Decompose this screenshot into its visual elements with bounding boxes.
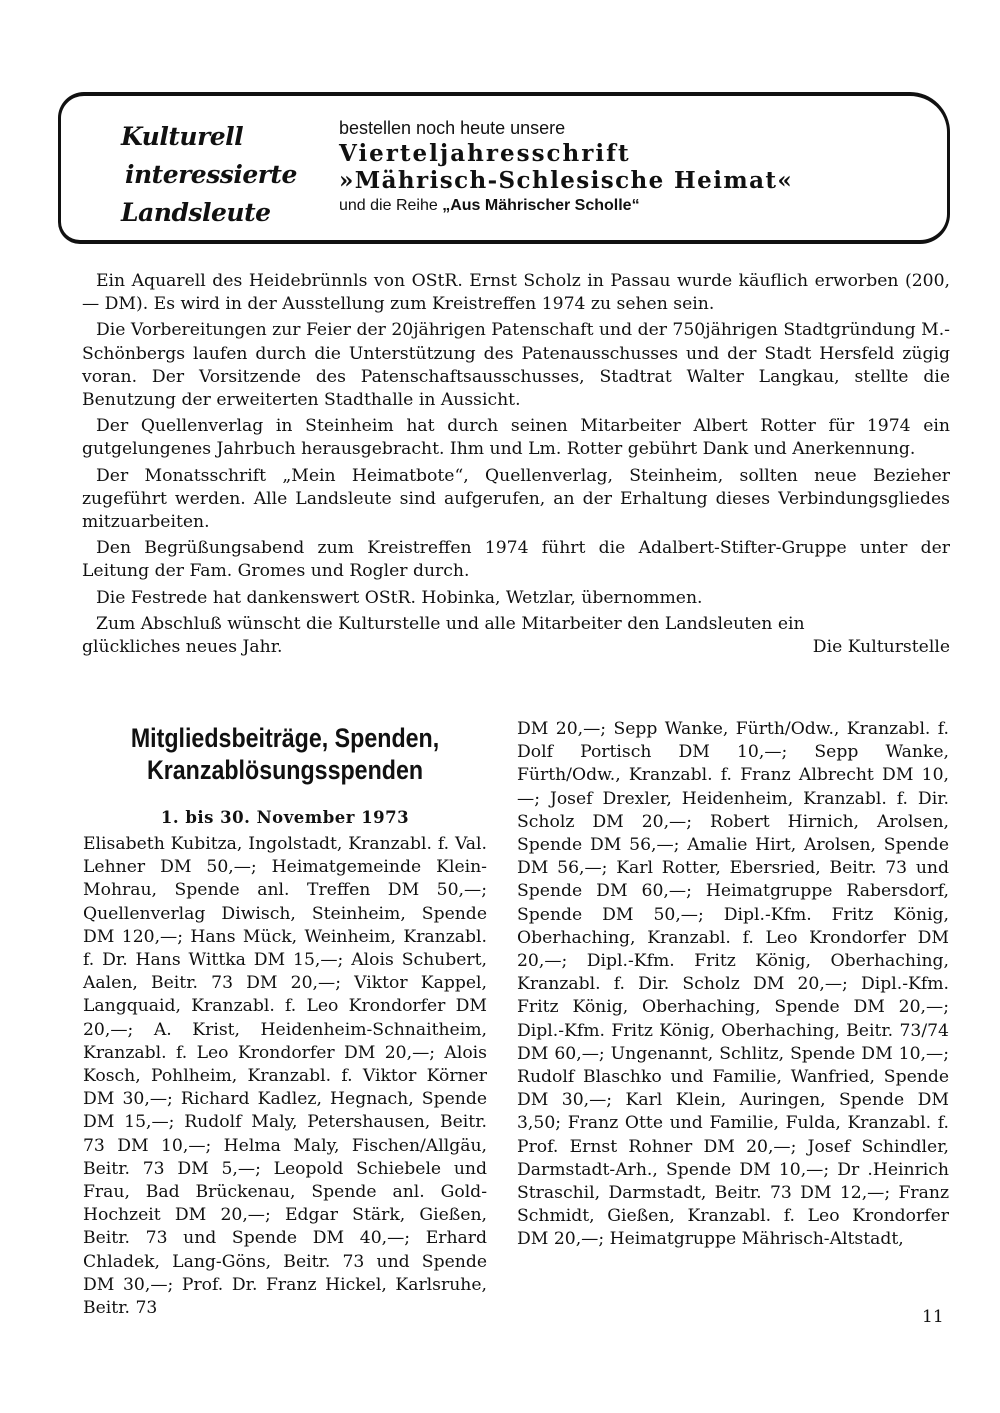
ad-line4-prefix: und die Reihe: [339, 197, 443, 214]
advertisement-box: [58, 92, 950, 244]
news-closing: Zum Abschluß wünscht die Kulturstelle und alle Mitarbeiter den Landsleuten ein: [96, 613, 805, 634]
news-paragraph: Der Monatsschrift „Mein Heimatbote“, Quellenverlag, Steinheim, sollten neue Bezieher zugeführt werden. Alle Landsleute sind aufgerufen, an der Erhaltung dieses Verbindungsgliedes mitzuarbeiten.: [82, 465, 950, 533]
ad-text: [339, 116, 939, 218]
donations-list-right: DM 20,—; Sepp Wanke, Fürth/Odw., Kranzabl. f. Dolf Portisch DM 10,—; Sepp Wanke, Fürth/Odw., Kranzabl. f. Franz Albrecht DM 10,—; Josef Drexler, Heidenheim, Kranzabl. f. Dir. Scholz DM 20,—; Robert Hirnich, Arolsen, Spende DM 56,—; Amalie Hirt, Arolsen, Spende DM 56,—; Karl Rotter, Ebersried, Beitr. 73 und Spende DM 60,—; Heimatgruppe Rabersdorf, Spende DM 50,—; Dipl.-Kfm. Fritz König, Oberhaching, Kranzabl. f. Leo Krondorfer DM 20,—; Dipl.-Kfm. Fritz König, Oberhaching, Kranzabl. f. Dir. Scholz DM 20,—; Dipl.-Kfm. Fritz König, Oberhaching, Spende DM 20,—; Dipl.-Kfm. Fritz König, Oberhaching, Beitr. 73/74 DM 60,—; Ungenannt, Schlitz, Spende DM 10,—; Rudolf Blaschko und Familie, Wanfried, Spende DM 30,—; Karl Klein, Auringen, Spende DM 3,50; Franz Otte und Familie, Fulda, Kranzabl. f. Prof. Ernst Rohner DM 20,—; Josef Schindler, Darmstadt-Arh., Spende DM 10,—; Dr .Heinrich Straschil, Darmstadt, Beitr. 73 DM 12,—; Franz Schmidt, Gießen, Kranzabl. f. Leo Krondorfer DM 20,—; Heimatgruppe Mährisch-Altstadt,: [517, 719, 949, 1250]
donations-list-left: Elisabeth Kubitza, Ingolstadt, Kranzabl. f. Val. Lehner DM 50,—; Heimatgemeinde Klein-Mohrau, Spende anl. Treffen DM 50,—; Quellenverlag Diwisch, Steinheim, Spende DM 120,—; Hans Mück, Weinheim, Kranzabl. f. Dr. Hans Wittka DM 15,—; Alois Schubert, Aalen, Beitr. 73 DM 20,—; Viktor Kappel, Langquaid, Kranzabl. f. Leo Krondorfer DM 20,—; A. Krist, Heidenheim-Schnaitheim, Kranzabl. f. Leo Krondorfer DM 20,—; Alois Kosch, Pohlheim, Kranzabl. f. Viktor Körner DM 30,—; Richard Kadlez, Hegnach, Spende DM 15,—; Rudolf Maly, Petershausen, Beitr. 73 DM 10,—; Helma Maly, Fischen/Allgäu, Beitr. 73 DM 5,—; Leopold Schiebele und Frau, Bad Brückenau, Spende anl. Gold-Hochzeit DM 20,—; Edgar Stärk, Gießen, Beitr. 73 und Spende DM 40,—; Erhard Chladek, Lang-Göns, Beitr. 73 und Spende DM 30,—; Prof. Dr. Franz Hickel, Karlsruhe, Beitr. 73: [83, 834, 487, 1319]
ad-line: [339, 194, 939, 218]
news-paragraph: Die Vorbereitungen zur Feier der 20jährigen Patenschaft und der 750jährigen Stadtgründung M.-Schönbergs laufen durch die Unterstützung des Patenausschusses und der Stadt Hersfeld zügig voran. Der Vorsitzende des Patenschaftsausschusses, Stadtrat Walter Langkau, stellte die Benutzung der erweiterten Stadthalle in Aussicht.: [82, 320, 950, 411]
news-paragraph: Der Quellenverlag in Steinheim hat durch seinen Mitarbeiter Albert Rotter für 1974 ein gutgelungenes Jahrbuch herausgebracht. Ihm und Lm. Rotter gebührt Dank und Anerkennung.: [82, 416, 950, 460]
ad-publication-name: »Mährisch-Schlesische Heimat«: [339, 167, 794, 194]
donations-heading: [111, 722, 458, 786]
donations-right-column: [517, 718, 949, 1252]
ad-slogan-line: Landsleute: [121, 198, 271, 227]
heading-line: Mitgliedsbeiträge, Spenden,: [130, 723, 440, 753]
ad-line: bestellen noch heute unsere: [339, 118, 566, 138]
ad-slogan-line: Kulturell: [121, 122, 244, 151]
ad-slogan: [121, 118, 321, 232]
ad-series-name: „Aus Mährischer Scholle“: [442, 197, 640, 214]
news-paragraph: Den Begrüßungsabend zum Kreistreffen 1974 führt die Adalbert-Stifter-Gruppe unter der Leitung der Fam. Gromes und Rogler durch.: [82, 538, 950, 582]
date-range: 1. bis 30. November 1973: [160, 808, 410, 827]
news-closing-row: [82, 636, 950, 659]
news-paragraph: Die Festrede hat dankenswert OStR. Hobinka, Wetzlar, übernommen.: [96, 587, 703, 608]
news-closing-end: glückliches neues Jahr.: [82, 637, 283, 658]
news-section: [82, 270, 950, 659]
page-number: 11: [922, 1307, 944, 1327]
donations-left-column: [83, 722, 487, 1320]
ad-slogan-line: interessierte: [125, 160, 297, 189]
heading-line: Kranzablösungsspenden: [146, 755, 424, 785]
signature: Die Kulturstelle: [812, 637, 950, 658]
ad-publication-title: Vierteljahresschrift: [339, 140, 631, 167]
news-paragraph: Ein Aquarell des Heidebrünnls von OStR. Ernst Scholz in Passau wurde käuflich erworben (200,— DM). Es wird in der Ausstellung zum Kreistreffen 1974 zu sehen sein.: [82, 271, 950, 315]
